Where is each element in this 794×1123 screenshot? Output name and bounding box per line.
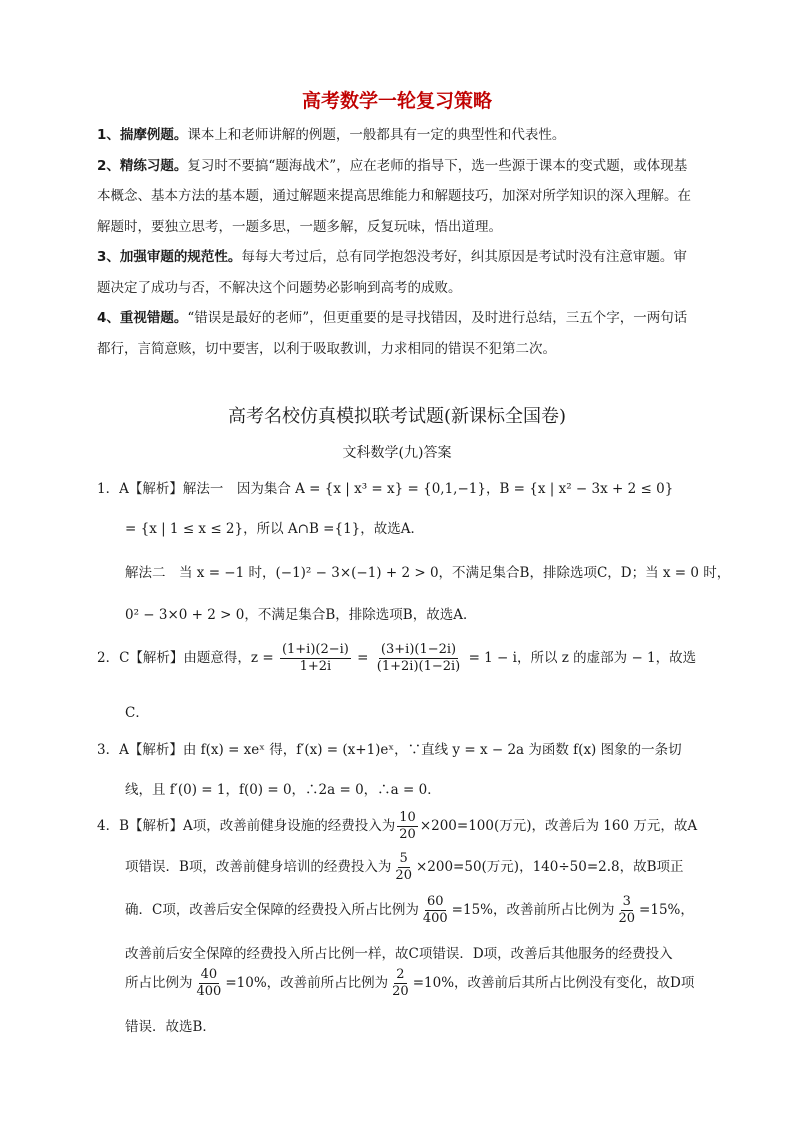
q4-line-6: 错误．故选B． [125,1019,216,1035]
q1-line-1: 1．A【解析】解法一 因为集合 A = {x | x³ = x} = {0,1,−1}，B = {x | x² − 3x + 2 ≤ 0} [97,481,674,497]
tip-4 [97,303,697,364]
q4-fraction [397,810,418,843]
denominator: 400 [422,911,448,926]
strategy-tips [97,120,697,364]
q4-line-5 [125,967,694,1000]
numerator: 10 [399,810,416,825]
tip-text: 课本上和老师讲解的例题，一般都具有一定的典型性和代表性。 [187,127,566,143]
q4-text: =15%， [639,902,694,918]
strategy-title: 高考数学一轮复习策略 [301,90,492,112]
q4-line-1 [97,810,697,843]
q4-text: 项错误．B项，改善前健身培训的经费投入为 [125,859,392,875]
q2-fraction-1 [280,642,351,675]
q4-text: =15%，改善前所占比例为 [451,902,615,918]
denominator: 20 [392,984,409,999]
q4-fraction [617,894,638,927]
tip-2 [97,151,697,243]
q3-line-2: 线，且 f′(0) = 1，f(0) = 0，∴2a = 0，∴a = 0． [125,782,441,798]
q3-line-1: 3．A【解析】由 f(x) = xeˣ 得，f′(x) = (x+1)eˣ，∵直线 y = x − 2a 为函数 f(x) 图象的一条切 [97,742,682,758]
q4-text: ×200=50(万元)，140÷50=2.8，故B项正 [415,859,684,875]
denominator: 20 [395,868,412,883]
q4-text: 4．B【解析】A项，改善前健身设施的经费投入为 [97,818,396,834]
q4-line-2 [125,851,684,884]
denominator: 1+2i [299,659,332,674]
numerator: 5 [399,851,408,866]
tip-text: 复习时不要搞“题海战术”，应在老师的指导下，选一些源于课本的变式题，或体现基本概念、基本方法的基本题，通过解题来提高思维能力和解题技巧，加深对所学知识的深入理解。在解题时，要独立思考，一题多思，一题多解，反复玩味，悟出道理。 [97,157,691,235]
numerator: 60 [426,894,444,909]
q4-text: ×200=100(万元)，改善后为 160 万元，故A [419,818,698,834]
tip-label: 1、揣摩例题。 [97,127,188,143]
numerator: (1+i)(2−i) [281,642,349,657]
q4-fraction [195,967,224,1000]
q1-line-2: = {x | 1 ≤ x ≤ 2}，所以 A∩B ={1}，故选A． [125,521,424,537]
q2-line-2: C． [125,705,149,721]
denominator: (1+2i)(1−2i) [376,659,461,674]
exam-title: 高考名校仿真模拟联考试题(新课标全国卷) [227,406,567,427]
q2-line-1: 2．C【解析】由题意得，z = $\frac{(1+i)(2-i)}{1+2i}$ = $\frac{(3+i)(1-2i)}{(1+2i)(1-2i)}$ = 1 − i，所以 z 的虚部为 − 1，故选 [97,642,697,674]
q4-line-3 [125,894,694,927]
q4-fraction [421,894,450,927]
q1-line-4: 0² − 3×0 + 2 > 0，不满足集合B，排除选项B，故选A． [125,607,477,623]
q4-text: 所占比例为 [125,975,193,991]
q4-text: =10%，改善前所占比例为 [225,975,389,991]
tip-3 [97,242,697,303]
numerator: 3 [622,894,631,909]
numerator: (3+i)(1−2i) [380,642,457,657]
q4-text: =10%，改善前后其所占比例没有变化，故D项 [412,975,695,991]
q1-line-3: 解法二 当 x = −1 时，(−1)² − 3×(−1) + 2 > 0，不满足集合B，排除选项C，D；当 x = 0 时， [125,565,731,581]
denominator: 20 [618,911,636,926]
q4-text: 确．C项，改善后安全保障的经费投入所占比例为 [125,902,419,918]
tip-text: “错误是最好的老师”，但更重要的是寻找错因，及时进行总结，三五个字，一两句话都行，言简意赅，切中要害，以利于吸取教训，力求相同的错误不犯第二次。 [97,310,688,357]
q4-fraction [390,967,411,1000]
exam-subtitle: 文科数学(九)答案 [342,445,452,461]
q2-post: = 1 − i，所以 z 的虚部为 − 1，故选 [468,650,697,666]
q2-fraction-2 [375,642,462,675]
numerator: 2 [396,967,405,982]
tip-text: 每每大考过后，总有同学抱怨没考好，纠其原因是考试时没有注意审题。审题决定了成功与否，不解决这个问题势必影响到高考的成败。 [97,249,687,296]
denominator: 400 [196,984,222,999]
numerator: 40 [200,967,218,982]
denominator: 20 [399,827,416,842]
tip-label: 2、精练习题。 [97,157,188,174]
q4-fraction [393,851,414,884]
tip-label: 4、重视错题。 [97,310,188,326]
q4-line-4: 改善前后安全保障的经费投入所占比例一样，故C项错误．D项，改善后其他服务的经费投入 [125,946,673,962]
tip-1 [97,120,697,151]
tip-label: 3、加强审题的规范性。 [97,249,242,265]
q2-pre: 2．C【解析】由题意得，z = [97,650,274,666]
